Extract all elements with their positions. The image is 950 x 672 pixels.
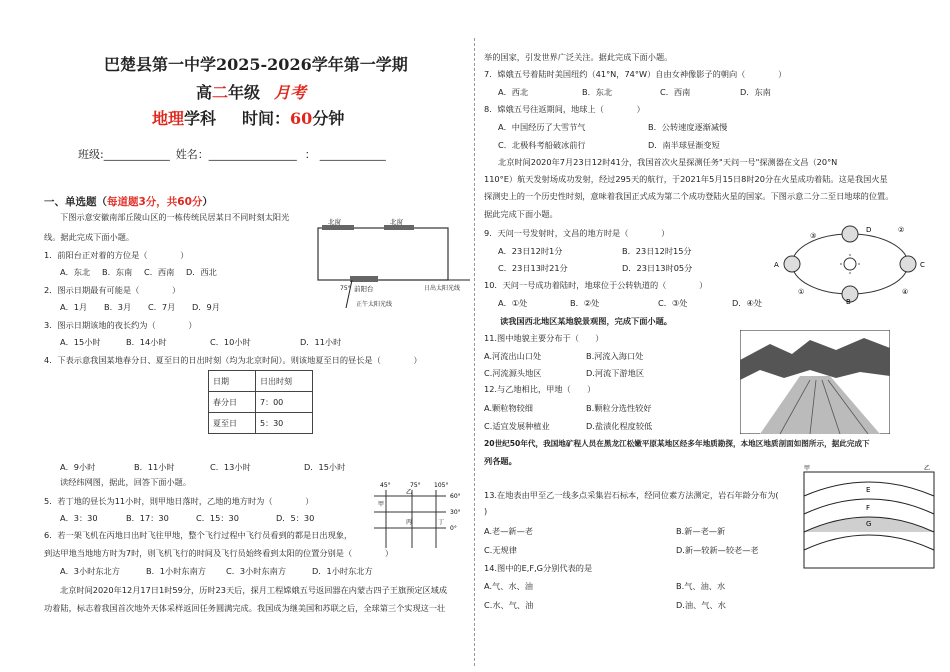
pos-3: ③ xyxy=(810,232,817,240)
lon-105: 105° xyxy=(434,482,449,489)
q12-option-a[interactable]: A.颗粒物较细 xyxy=(484,403,533,413)
question-14: 14.图中的E,F,G分别代表的是 xyxy=(484,563,593,573)
passage-geology-2: 列各题。 xyxy=(484,456,517,466)
q12-option-d[interactable]: D.盐渍化程度较低 xyxy=(586,421,653,431)
table-header-date: 日期 xyxy=(209,371,256,392)
q9-option-a[interactable]: A．23日12时1分 xyxy=(498,246,563,256)
grade-a: 高 xyxy=(196,83,213,102)
right-continue-line: 举的国家，引发世界广泛关注。据此完成下面小题。 xyxy=(484,52,673,62)
question-7: 7．嫦娥五号着陆时美国纽约（41°N，74°W）自由女神像影子的朝向（ ） xyxy=(484,69,787,79)
q9-option-c[interactable]: C．23日13时21分 xyxy=(498,263,568,273)
point-yi: 乙 xyxy=(406,489,413,496)
sunrise-label: 日出太阳光线 xyxy=(424,285,461,292)
q13-option-d[interactable]: D.新—较新—较老—老 xyxy=(676,545,759,555)
label-d: D xyxy=(866,226,872,234)
q6-option-c[interactable]: C．3小时东南方 xyxy=(226,566,287,576)
passage-left-1: 北京时间2020年12月17日1时59分，历时23天后，探月工程嫦娥五号返回器在内蒙古四子王旗预定区域成 xyxy=(60,585,448,595)
grade-c: 年级 xyxy=(228,83,261,102)
q13-option-c[interactable]: C.无规律 xyxy=(484,545,517,555)
question-13-line-2: ) xyxy=(484,506,488,516)
question-10: 10．天问一号成功着陆时，地球位于公转轨道的（ ） xyxy=(484,280,708,290)
section-title-b: 每道题3分，共60分 xyxy=(107,196,203,208)
question-11: 11.图中地貌主要分布于（ ） xyxy=(484,333,604,343)
q8-option-a[interactable]: A．中国经历了大雪节气 xyxy=(498,122,586,132)
question-3: 3．图示日期该地的夜长约为（ ） xyxy=(44,320,197,330)
q3-option-b[interactable]: B．14小时 xyxy=(126,337,167,347)
q1-option-c[interactable]: C．西南 xyxy=(144,267,175,277)
subject-b: 学科 xyxy=(184,109,217,128)
section-title-c: ） xyxy=(202,196,213,208)
q2-option-a[interactable]: A．1月 xyxy=(60,302,88,312)
column-divider xyxy=(474,38,475,666)
earth-orbit-diagram xyxy=(770,220,930,306)
q7-option-b[interactable]: B．东北 xyxy=(582,87,613,97)
q4-option-d[interactable]: D．15小时 xyxy=(304,462,346,472)
lat-60: 60° xyxy=(450,493,461,500)
question-6-line-2: 到达甲地当地地方时为7时，则飞机飞行的时间及飞行员始终看到太阳的位置分别是（ ） xyxy=(44,548,394,558)
subject-a: 地理 xyxy=(152,109,185,128)
question-1: 1．前阳台正对着的方位是（ ） xyxy=(44,250,189,260)
lon-45: 45° xyxy=(380,482,391,489)
house-sunlight-diagram xyxy=(300,214,472,314)
name-blank[interactable]: ________________ xyxy=(208,148,297,161)
q7-option-a[interactable]: A．西北 xyxy=(498,87,529,97)
time-unit: 分钟 xyxy=(312,109,345,128)
table-cell-equinox: 春分日 xyxy=(209,392,256,413)
passage-geology-1: 20世纪50年代，我国地矿程人员在黑龙江松嫩平原某地区经多年地质勘探，本地区地质剖面如图所示，据此完成下 xyxy=(484,439,870,448)
q14-option-b[interactable]: B.气、油、水 xyxy=(676,581,726,591)
read-instruction: 读经纬网图，据此，回答下面小题。 xyxy=(60,477,192,487)
section-title xyxy=(44,194,213,209)
q3-option-c[interactable]: C．10小时 xyxy=(210,337,251,347)
q12-option-c[interactable]: C.适宜发展种植业 xyxy=(484,421,550,431)
north-window-2-label: 北窗 xyxy=(390,218,403,226)
q11-option-b[interactable]: B.河流入海口处 xyxy=(586,351,644,361)
grade-line xyxy=(196,80,306,103)
point-yi-geo: 乙 xyxy=(924,465,931,472)
sunrise-table xyxy=(208,370,313,434)
q13-option-b[interactable]: B.新—老—新 xyxy=(676,526,726,536)
q9-option-d[interactable]: D．23日13时05分 xyxy=(622,263,693,273)
earth-position-d xyxy=(842,226,858,242)
question-13-line-1: 13.在地表由甲至乙一线多点采集岩石标本，经同位素方法测定，岩石年龄分布为( xyxy=(484,490,779,500)
q8-option-c[interactable]: C．北极科考船破冰前行 xyxy=(498,140,586,150)
geology-section xyxy=(800,462,938,574)
noon-label: 正午太阳光线 xyxy=(356,301,393,308)
q10-option-c[interactable]: C．③处 xyxy=(658,298,688,308)
pos-2: ② xyxy=(898,226,905,234)
pos-1: ① xyxy=(798,288,805,296)
q4-option-a[interactable]: A．9小时 xyxy=(60,462,96,472)
q4-option-c[interactable]: C．13小时 xyxy=(210,462,251,472)
time-label: 时间： xyxy=(242,109,291,128)
subject-line xyxy=(152,106,344,129)
intro-line-1: 下图示意安徽南部丘陵山区的一栋传统民居某日不同时刻太阳光 xyxy=(60,212,290,222)
alluvial-fan-sketch xyxy=(740,330,890,434)
q4-option-b[interactable]: B．11小时 xyxy=(134,462,175,472)
pos-4: ④ xyxy=(902,288,909,296)
q12-option-b[interactable]: B.颗粒分选性较好 xyxy=(586,403,652,413)
north-window-1-label: 北窗 xyxy=(328,218,341,226)
label-g: G xyxy=(866,520,872,528)
lat-30: 30° xyxy=(450,509,461,516)
q11-option-a[interactable]: A.河流出山口处 xyxy=(484,351,542,361)
q2-option-b[interactable]: B．3月 xyxy=(104,302,132,312)
extra-blank[interactable]: ____________ xyxy=(319,148,386,161)
front-balcony-label: 前阳台 xyxy=(354,285,374,293)
point-jia-geo: 甲 xyxy=(804,465,811,472)
student-info xyxy=(78,146,386,162)
q5-option-c[interactable]: C．15：30 xyxy=(196,513,239,523)
question-5: 5．若丁地的昼长为11小时，則甲地日落时，乙地的地方时为（ ） xyxy=(44,496,314,506)
question-8: 8．嫦娥五号往返期间，地球上（ ） xyxy=(484,104,645,114)
passage-left-2: 功着陆，标志着我国首次地外天体采样返回任务圆满完成。我国成为继美国和苏联之后，全球第三个实现这一壮 xyxy=(44,603,446,613)
label-f: F xyxy=(866,504,871,512)
q6-option-d[interactable]: D．1小时东北方 xyxy=(312,566,373,576)
grade-b: 二 xyxy=(212,83,229,102)
q8-option-b[interactable]: B．公转速度逐渐减慢 xyxy=(648,122,728,132)
extra-colon: ： xyxy=(304,148,316,161)
q10-option-b[interactable]: B．②处 xyxy=(570,298,600,308)
q11-option-d[interactable]: D.河流下游地区 xyxy=(586,368,645,378)
passage-mars-3: 探测史上的一个历史性时刻，意味着我国正式成为第二个成功登陆火星的国家。下图示意二分二至日地球的位置。 xyxy=(484,191,894,201)
earth-position-c xyxy=(900,256,916,272)
q7-option-d[interactable]: D．东南 xyxy=(740,87,771,97)
table-cell-equinox-time: 7：00 xyxy=(256,392,313,413)
exam-type: 月考 xyxy=(274,83,307,102)
q10-option-a[interactable]: A．①处 xyxy=(498,298,528,308)
q5-option-d[interactable]: D．5：30 xyxy=(276,513,315,523)
q7-option-c[interactable]: C．西南 xyxy=(660,87,691,97)
q1-option-b[interactable]: B．东南 xyxy=(102,267,133,277)
point-ding: 丁 xyxy=(438,519,445,526)
q2-option-d[interactable]: D．9月 xyxy=(192,302,220,312)
intro-line-2: 线。据此完成下面小题。 xyxy=(44,232,135,242)
q1-option-a[interactable]: A．东北 xyxy=(60,267,91,277)
q11-option-c[interactable]: C.河流源头地区 xyxy=(484,368,542,378)
q8-option-d[interactable]: D．南半球昼渐变短 xyxy=(648,140,720,150)
q13-option-a[interactable]: A.老—新—老 xyxy=(484,526,533,536)
q5-option-b[interactable]: B．17：30 xyxy=(126,513,169,523)
section-title-a: 一、单选题（ xyxy=(44,196,107,208)
sun-icon xyxy=(844,258,856,270)
label-a: A xyxy=(774,261,779,269)
passage-mars-1: 北京时间2020年7月23日12时41分，我国首次火星探测任务"天问一号"探测器在文昌（20°N xyxy=(498,157,838,167)
q5-option-a[interactable]: A．3：30 xyxy=(60,513,98,523)
class-label: 班级: xyxy=(78,148,104,161)
front-balcony xyxy=(350,276,378,282)
passage-mars-2: 110°E）航天发射场成功发射，经过295天的航行，于2021年5月15日8时20分在火星成功着陆。这是我国火星 xyxy=(484,174,888,184)
q14-option-a[interactable]: A.气、水、油 xyxy=(484,581,533,591)
earth-position-a xyxy=(784,256,800,272)
label-c: C xyxy=(920,261,925,269)
school-title: 巴楚县第一中学2025-2026学年第一学期 xyxy=(104,55,408,74)
q6-option-b[interactable]: B．1小时东南方 xyxy=(146,566,206,576)
question-2: 2．图示日期最有可能是（ ） xyxy=(44,285,181,295)
question-6-line-1: 6．若一架飞机在丙地日出时飞往甲地，整个飞行过程中飞行员看到的都是日出现象， xyxy=(44,530,353,540)
q9-option-b[interactable]: B．23日12时15分 xyxy=(622,246,692,256)
lat-long-grid xyxy=(360,478,464,562)
passage-mars-4: 据此完成下面小题。 xyxy=(484,209,558,219)
q6-option-a[interactable]: A．3小时东北方 xyxy=(60,566,120,576)
time-value: 60 xyxy=(290,109,313,128)
q14-option-d[interactable]: D.油、气、水 xyxy=(676,600,726,610)
orbit-ellipse xyxy=(792,234,908,294)
question-9: 9．天问一号发射时，文昌的地方时是（ ） xyxy=(484,228,670,238)
lat-0: 0° xyxy=(450,525,457,532)
read-landform: 读我国西北地区某地貌景观图，完成下面小题。 xyxy=(500,316,672,326)
q3-option-d[interactable]: D．11小时 xyxy=(300,337,342,347)
table-cell-solstice: 夏至日 xyxy=(209,413,256,434)
label-e: E xyxy=(866,486,871,494)
name-label: 姓名： xyxy=(175,148,209,161)
q2-option-c[interactable]: C．7月 xyxy=(148,302,176,312)
q3-option-a[interactable]: A．15小时 xyxy=(60,337,101,347)
class-blank[interactable]: ____________ xyxy=(103,148,170,161)
label-b: B xyxy=(846,298,851,306)
q1-option-d[interactable]: D．西北 xyxy=(186,267,217,277)
house-outline xyxy=(318,228,448,280)
question-4: 4．下表示意我国某地春分日、夏至日的日出时刻（均为北京时间）。则该地夏至日的昼长是（ ） xyxy=(44,355,422,365)
q10-option-d[interactable]: D．④处 xyxy=(732,298,763,308)
question-12: 12.与乙地相比，甲地（ ） xyxy=(484,384,596,394)
lon-75: 75° xyxy=(410,482,421,489)
point-jia: 甲 xyxy=(378,501,385,508)
q14-option-c[interactable]: C.水、气、油 xyxy=(484,600,534,610)
table-cell-solstice-time: 5：30 xyxy=(256,413,313,434)
sun-rays xyxy=(840,254,860,274)
table-header-sunrise: 日出时刻 xyxy=(256,371,313,392)
point-bing: 丙 xyxy=(406,519,413,526)
angle-label: 75° xyxy=(340,285,351,292)
